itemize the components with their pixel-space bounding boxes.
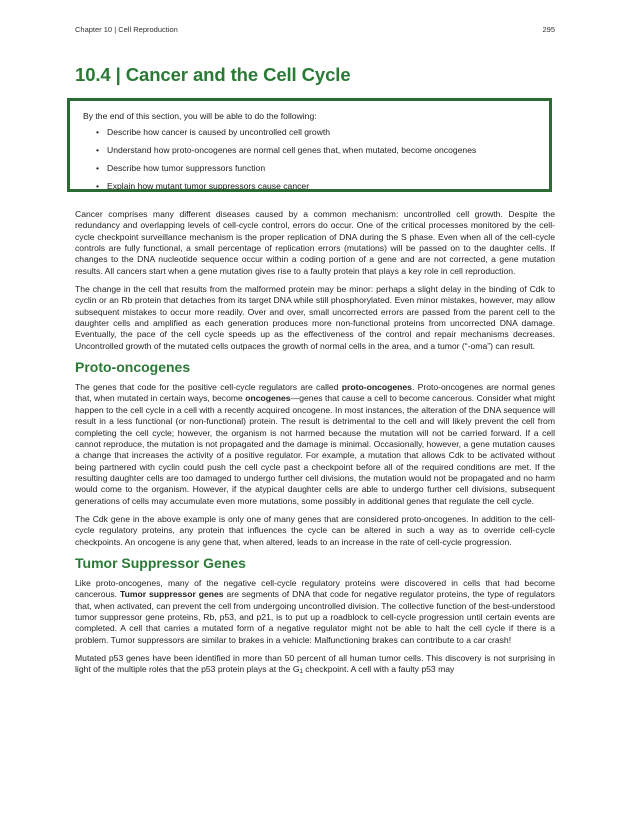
- paragraph-cdk-gene: The Cdk gene in the above example is only one of many genes that are considered proto-oncogenes. In addition to the cell-cycle regulatory proteins, any protein that influences the cycle can be altered in such a way as to override cell-cycle checkpoints. An oncogene is any gene that, when altered, leads to an increase in the rate of cell-cycle progression.: [75, 513, 555, 547]
- section-separator: |: [115, 64, 121, 85]
- paragraph-cancer-intro: Cancer comprises many different diseases caused by a common mechanism: uncontrolled cell growth. Despite the redundancy and overlapping levels of cell-cycle control, errors do occur. One of the critical processes monitored by the cell-cycle checkpoint surveillance mechanism is the proper replication of DNA during the S phase. Even when all of the cell-cycle controls are fully functional, a small percentage of replication errors (mutations) will be passed on to the daughter cells. If changes to the DNA nucleotide sequence occur within a coding portion of a gene and are not corrected, a gene mutation results. All cancers start when a gene mutation gives rise to a faulty protein that plays a key role in cell reproduction.: [75, 209, 555, 276]
- heading-tumor-suppressor-genes: Tumor Suppressor Genes: [75, 554, 246, 571]
- section-number: 10.4: [75, 64, 111, 85]
- objectives-list: [83, 127, 536, 191]
- text-run: Mutated p53 genes have been identified in more than 50 percent of all human tumor cells. This discovery is not surprising in light of the multiple roles that the p53 protein plays at the G: [75, 653, 555, 675]
- paragraph-malformed-protein: The change in the cell that results from the malformed protein may be minor: perhaps a slight delay in the binding of Cdk to cyclin or an Rb protein that detaches from its target DNA while still phosphorylated. Even minor mistakes, however, may allow subsequent mistakes to occur more readily. Over and over, small uncorrected errors are passed from the parent cell to the daughter cells and amplified as each generation produces more non-functional proteins from uncorrected DNA damage. Eventually, the pace of the cell cycle speeds up as the effectiveness of the control and repair mechanisms decreases. Uncontrolled growth of the mutated cells outpaces the growth of normal cells in the area, and a tumor (“-oma”) can result.: [75, 284, 555, 351]
- term-oncogenes: oncogenes: [245, 393, 291, 404]
- text-run: The genes that code for the positive cell-cycle regulators are called: [75, 382, 342, 393]
- text-run: —genes that cause a cell to become cancerous. Consider what might happen to the cell cycle in a cell with a recently acquired oncogene. In most instances, the alteration of the DNA sequence will result in a less functional (or non-functional) protein. The result is detrimental to the cell and will likely prevent the cell from completing the cell cycle; however, the organism is not harmed because the mutation will not be carried forward. If a cell cannot reproduce, the mutation is not propagated and the damage is minimal. Occasionally, however, a gene mutation causes a change that increases the activity of a positive regulator. For example, a mutation that allows Cdk to be activated without being partnered with cyclin could push the cell cycle past a checkpoint before all of the required conditions are met. If the resulting daughter cells are too damaged to undergo further cell divisions, the mutation would not be propagated and no harm would come to the organism. However, if the atypical daughter cells are able to undergo further cell divisions, subsequent generations of cells may accumulate even more mutations, some possibly in additional genes that regulate the cell cycle.: [75, 393, 555, 506]
- text-run: . Proto-oncogenes are normal genes that, when mutated in certain ways, become: [75, 382, 555, 404]
- text-run: checkpoint. A cell with a faulty p53 may: [302, 664, 455, 675]
- learning-objectives-box: [67, 98, 552, 192]
- objective-item: • Explain how mutant tumor suppressors cause cancer: [96, 181, 536, 191]
- objective-item: • Understand how proto-oncogenes are normal cell genes that, when mutated, become oncogenes: [96, 145, 536, 155]
- term-tumor-suppressor-genes: Tumor suppressor genes: [119, 589, 224, 600]
- heading-proto-oncogenes: Proto-oncogenes: [75, 359, 191, 376]
- term-proto-oncogenes: proto-oncogenes: [341, 382, 412, 393]
- paragraph-proto-oncogenes: [75, 382, 555, 507]
- body-text: [75, 209, 555, 686]
- section-title-text: Cancer and the Cell Cycle: [125, 64, 351, 85]
- objective-item: • Describe how cancer is caused by uncontrolled cell growth: [96, 127, 536, 137]
- section-title: [75, 64, 555, 86]
- text-run: are segments of DNA that code for negative regulator proteins, the type of regulators that, when activated, can prevent the cell from undergoing uncontrolled division. The collective function of the best-understood tumor suppressor gene proteins, Rb, p53, and p21, is to put up a roadblock to cell-cycle progression until certain events are completed. A cell that carries a mutated form of a negative regulator might not be able to halt the cell cycle if there is a problem. Tumor suppressors are similar to brakes in a vehicle: Malfunctioning brakes can contribute to a car crash!: [75, 589, 555, 645]
- page-number: 295: [542, 25, 555, 34]
- paragraph-tumor-suppressors: [75, 578, 555, 646]
- subscript: 1: [299, 669, 303, 676]
- objectives-intro: By the end of this section, you will be able to do the following:: [83, 111, 317, 121]
- text-run: Like proto-oncogenes, many of the negative cell-cycle regulatory proteins were discovered in cells that had become cancerous.: [75, 577, 555, 600]
- paragraph-p53: [75, 653, 555, 679]
- objective-item: • Describe how tumor suppressors function: [96, 163, 536, 173]
- chapter-label: Chapter 10 | Cell Reproduction: [75, 25, 178, 34]
